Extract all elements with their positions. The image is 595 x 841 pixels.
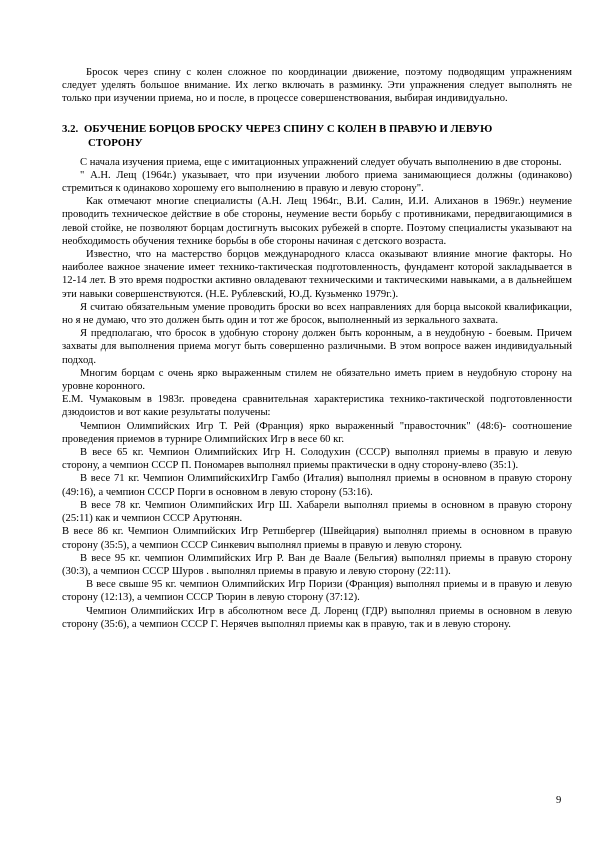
section-title-line1: ОБУЧЕНИЕ БОРЦОВ БРОСКУ ЧЕРЕЗ СПИНУ С КОЛЕН В ПРАВУЮ И ЛЕВУЮ <box>84 122 493 135</box>
page-number: 9 <box>556 795 562 806</box>
document-page <box>62 66 572 631</box>
paragraph: В весе 95 кг. чемпион Олимпийских Игр Р. Ван де Ваале (Бельгия) выполнял приемы в правую сторону (30:3), а чемпион СССР Шуров . выполнял приемы в правую и левую сторону (22:11). <box>62 552 572 577</box>
paragraph: Я предполагаю, что бросок в удобную сторону должен быть коронным, а в неудобную - боевым. Причем захваты для выполнения приема могут быть совершенно различными. В этом вопросе важен индивидуальный подход. <box>62 328 572 366</box>
paragraph: " А.Н. Лещ (1964г.) указывает, что при изучении любого приема занимающиеся должны (одинаково) стремиться к одинаково хорошему его выполнению в правую и левую сторону". <box>62 169 572 195</box>
paragraph: С начала изучения приема, еще с имитационных упражнений следует обучать выполнению в две стороны. <box>80 156 562 168</box>
paragraph: Чемпион Олимпийских Игр Т. Рей (Франция) ярко выраженный "правосточник" (48:6)- соотношение проведения приемов в турнире Олимпийских Игр в весе 60 кг. <box>62 420 572 445</box>
intro-paragraph: Бросок через спину с колен сложное по координации движение, поэтому подводящим упражнениям следует уделять большое внимание. Их легко включать в разминку. Эти упражнения следует выполнять не только при изучении приема, но и после, в процессе совершенствования, выбирая индивидуально. <box>62 67 572 105</box>
paragraph: В весе 86 кг. Чемпион Олимпийских Игр Ретшбергер (Швейцария) выполнял приемы в основном в правую сторону (35:5), а чемпион СССР Синкевич выполнял приемы в правую и левую сторону. <box>62 526 572 551</box>
paragraph: В весе 65 кг. Чемпион Олимпийских Игр Н. Солодухин (СССР) выполнял приемы в правую и левую сторону, а чемпион СССР П. Пономарев выполнял приемы практически в одну сторону-влево (35:1). <box>62 447 572 472</box>
paragraph: В весе 71 кг. Чемпион ОлимпийскихИгр Гамбо (Италия) выполнял приемы в основном в правую сторону (49:16), а чемпион СССР Порги в основном в левую сторону (53:16). <box>62 473 572 498</box>
paragraph: В весе свыше 95 кг. чемпион Олимпийских Игр Поризи (Франция) выполнял приемы и в правую и левую сторону (12:13), а чемпион СССР Тюрин в левую сторону (37:12). <box>62 579 572 604</box>
paragraph: Чемпион Олимпийских Игр в абсолютном весе Д. Лоренц (ГДР) выполнял приемы в основном в левую сторону (35:6), а чемпион СССР Г. Нерячев выполнял приемы как в правую, так и в левую сторону. <box>62 605 572 630</box>
paragraph: Многим борцам с очень ярко выраженным стилем не обязательно иметь прием в неудобную сторону на уровне коронного. <box>62 367 572 393</box>
section-heading <box>62 122 572 150</box>
paragraph: Е.М. Чумаковым в 1983г. проведена сравнительная характеристика технико-тактической подготовленности дзюдоистов и вот какие результаты получены: <box>62 394 572 419</box>
paragraph: Как отмечают многие специалисты (А.Н. Лещ 1964г., В.И. Салин, И.И. Алиханов в 1969г.) неумение проводить техническое действие в обе стороны, неумение вести борьбу с противниками, передвигающимися в левой стойке, не позволяют борцам достигнуть высоких рубежей в спорте. Поэтому специалисты указывают на необходимость обучения технике борьбы в обе стороны начиная с детского возраста. <box>62 196 572 247</box>
paragraph: Известно, что на мастерство борцов международного класса оказывают влияние многие факторы. Но наиболее важное значение имеет технико-тактическая подготовленность, фундамент которой закладывается в 12-14 лет. В это время подростки активно овладевают техническими и тактическими навыками, а в дальнейшем эти навыки совершенствуются. (Н.Е. Рублевский, Ю.Д. Кузьменко 1979г.). <box>62 249 572 300</box>
section-title-line2: СТОРОНУ <box>88 136 143 149</box>
paragraph: В весе 78 кг. Чемпион Олимпийских Игр Ш. Хабарели выполнял приемы в основном в правую сторону (25:11) как и чемпион СССР Арутюнян. <box>62 499 572 525</box>
paragraph: Я считаю обязательным умение проводить броски во всех направлениях для борца высокой квалификации, но я не думаю, что это должен быть один и тот же бросок, выполненный из зеркального захвата. <box>62 301 572 327</box>
section-number: 3.2. <box>62 122 79 135</box>
